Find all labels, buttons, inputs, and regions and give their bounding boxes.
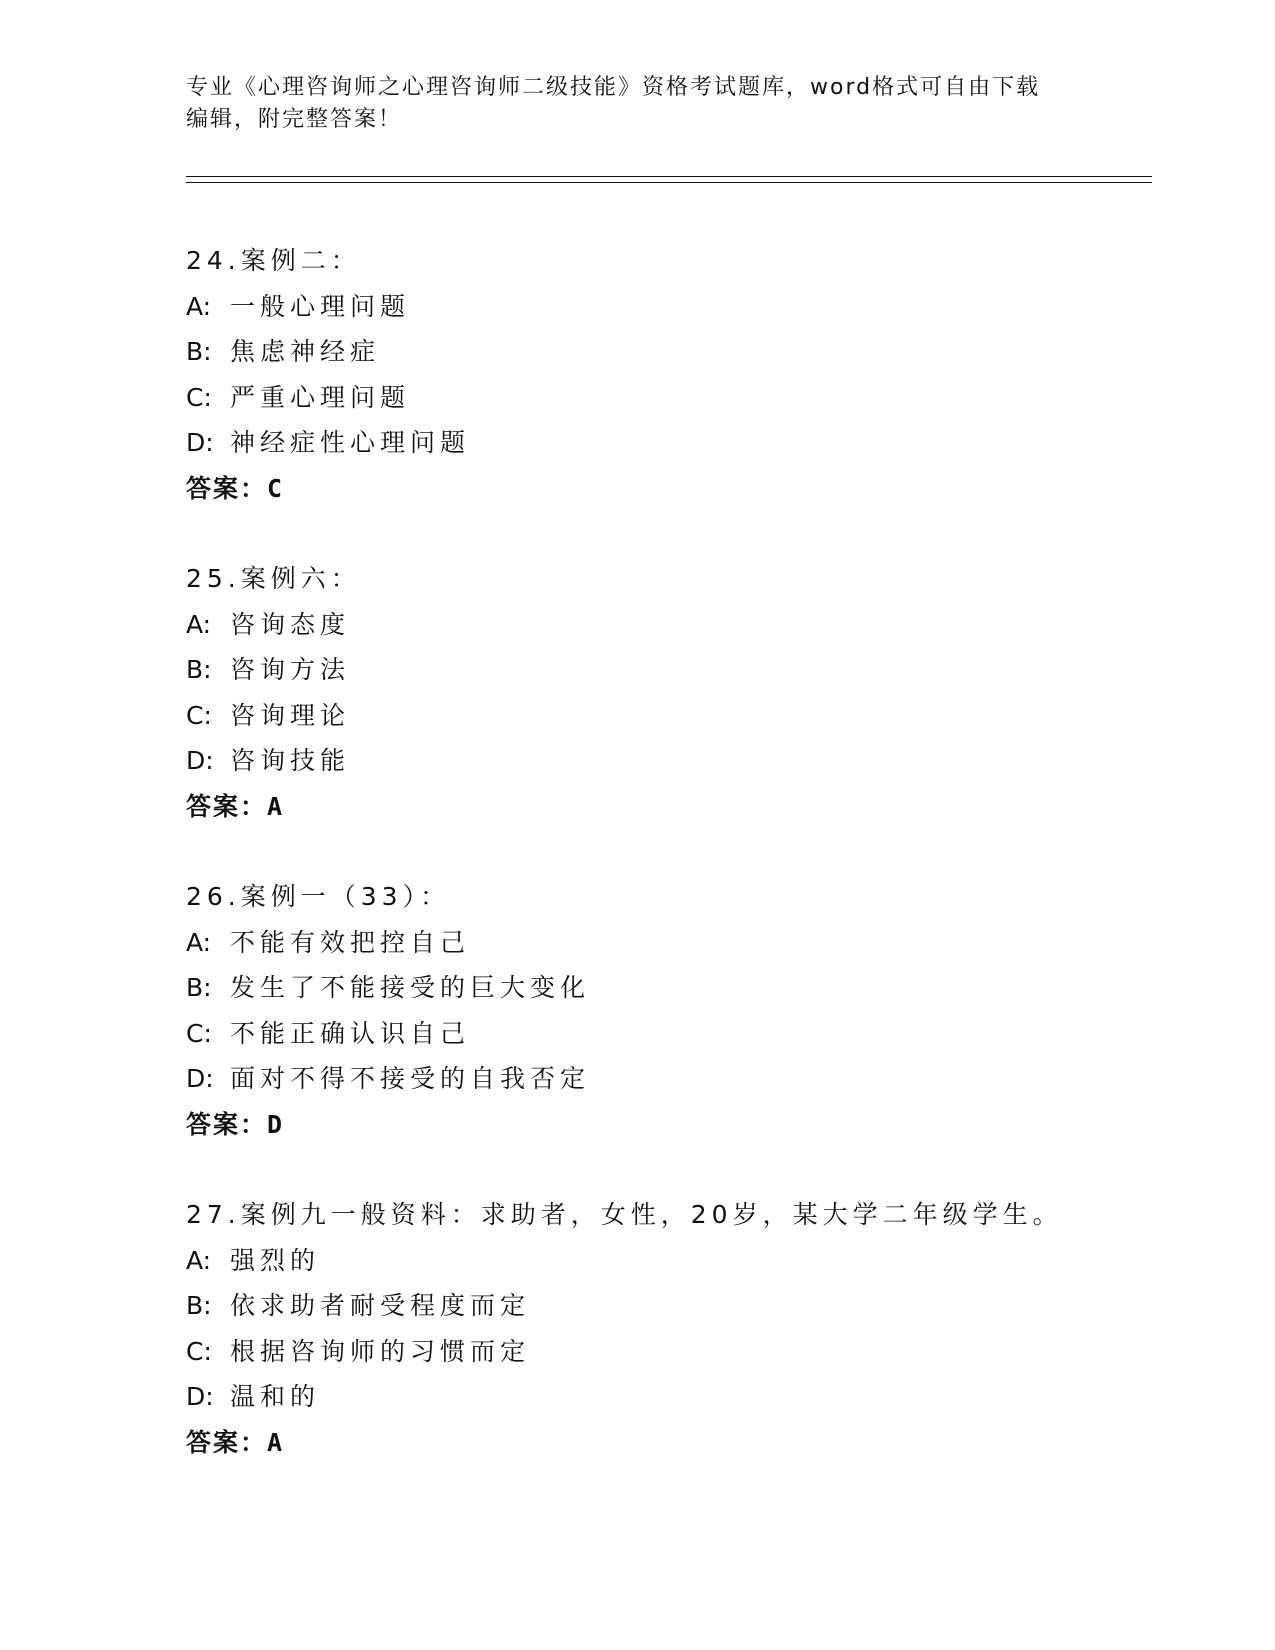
option-c	[186, 375, 1146, 421]
option-a	[186, 284, 1146, 330]
option-text: 不能有效把控自己	[230, 927, 471, 957]
option-text: 一般心理问题	[230, 291, 411, 321]
answer-line	[186, 1102, 1146, 1148]
answer-label: 答案：	[186, 1109, 268, 1139]
option-text: 面对不得不接受的自我否定	[230, 1064, 591, 1093]
option-text: 严重心理问题	[230, 382, 411, 412]
option-text: 不能正确认识自己	[230, 1018, 471, 1048]
answer-line	[186, 784, 1146, 830]
option-letter: C:	[186, 382, 212, 412]
option-d	[186, 420, 1146, 466]
option-letter: B:	[186, 655, 212, 684]
question-24	[186, 238, 1146, 511]
question-stem: 26.案例一（33）：	[186, 882, 451, 911]
answer-label: 答案：	[186, 791, 268, 821]
option-letter: C:	[186, 700, 212, 730]
question-25	[186, 556, 1146, 829]
option-text: 发生了不能接受的巨大变化	[230, 973, 591, 1002]
option-letter: A:	[186, 609, 212, 639]
option-a	[186, 602, 1146, 648]
option-a	[186, 920, 1146, 966]
option-c	[186, 1011, 1146, 1057]
option-b	[186, 965, 1146, 1011]
question-stem: 27.案例九一般资料：求助者，女性，20岁，某大学二年级学生。	[186, 1200, 1063, 1229]
option-letter: D:	[186, 1064, 214, 1093]
option-text: 咨询方法	[230, 655, 351, 684]
option-letter: D:	[186, 1382, 214, 1411]
answer-value: A	[267, 791, 285, 821]
answer-label: 答案：	[186, 473, 268, 503]
option-b	[186, 1283, 1146, 1329]
option-letter: D:	[186, 428, 214, 457]
option-text: 根据咨询师的习惯而定	[230, 1336, 531, 1366]
option-letter: C:	[186, 1018, 212, 1048]
option-text: 咨询态度	[230, 609, 351, 639]
answer-value: C	[267, 473, 285, 503]
header-divider-bottom	[186, 182, 1152, 183]
option-b	[186, 329, 1146, 375]
option-text: 咨询理论	[230, 700, 351, 730]
answer-line	[186, 1420, 1146, 1466]
header-divider-top	[186, 176, 1152, 177]
answer-value: A	[267, 1427, 285, 1457]
answer-line	[186, 466, 1146, 512]
document-header	[186, 72, 1086, 136]
option-c	[186, 693, 1146, 739]
option-text: 神经症性心理问题	[230, 428, 471, 457]
option-b	[186, 647, 1146, 693]
question-stem: 24.案例二：	[186, 246, 361, 275]
option-letter: B:	[186, 1291, 212, 1320]
option-letter: A:	[186, 291, 212, 321]
question-26	[186, 874, 1146, 1147]
option-a	[186, 1238, 1146, 1284]
option-text: 焦虑神经症	[230, 337, 381, 366]
option-text: 咨询技能	[230, 746, 351, 775]
option-letter: B:	[186, 973, 212, 1002]
option-letter: C:	[186, 1336, 212, 1366]
option-d	[186, 738, 1146, 784]
header-line-1: 专业《心理咨询师之心理咨询师二级技能》资格考试题库，word格式可自由下载	[186, 75, 1041, 100]
question-stem: 25.案例六：	[186, 564, 361, 593]
option-text: 强烈的	[230, 1245, 321, 1275]
header-line-2: 编辑，附完整答案！	[186, 107, 403, 132]
option-letter: A:	[186, 927, 212, 957]
option-text: 依求助者耐受程度而定	[230, 1291, 531, 1320]
option-text: 温和的	[230, 1382, 321, 1411]
option-d	[186, 1374, 1146, 1420]
answer-value: D	[267, 1109, 285, 1139]
option-letter: D:	[186, 746, 214, 775]
option-d	[186, 1056, 1146, 1102]
option-letter: A:	[186, 1245, 212, 1275]
option-letter: B:	[186, 337, 212, 366]
question-list	[186, 238, 1146, 1510]
answer-label: 答案：	[186, 1427, 268, 1457]
question-27	[186, 1192, 1146, 1465]
option-c	[186, 1329, 1146, 1375]
